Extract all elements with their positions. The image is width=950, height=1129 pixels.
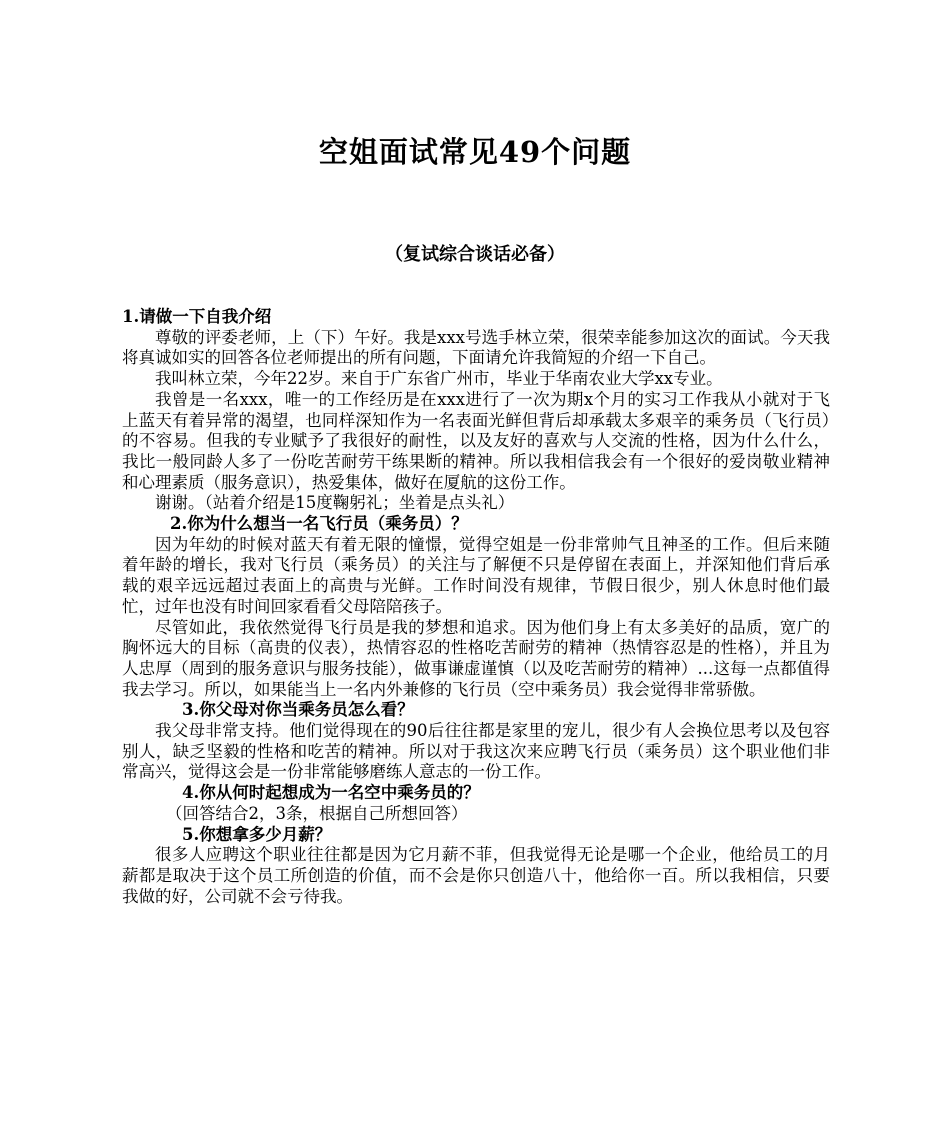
answer-note: （回答结合2，3条，根据自己所想回答）: [166, 803, 468, 823]
paragraph: 尊敬的评委老师，上（下）午好。我是xxx号选手林立荣，很荣幸能参加这次的面试。今天我将真诚如实的回答各位老师提出的所有问题，下面请允许我简短的介绍一下自己。: [122, 327, 830, 368]
paragraph: 很多人应聘这个职业往往都是因为它月薪不菲，但我觉得无论是哪一个企业，他给员工的月薪都是取决于这个员工所创造的价值，而不会是你只创造八十，他给你一百。所以我相信，只要我做的好，公司就不会亏待我。: [122, 845, 830, 906]
paragraph: 谢谢。（站着介绍是15度鞠躬礼；坐着是点头礼）: [155, 493, 515, 513]
question-heading-2: 2.你为什么想当一名飞行员（乘务员）？: [170, 514, 468, 534]
paragraph: 因为年幼的时候对蓝天有着无限的憧憬，觉得空姐是一份非常帅气且神圣的工作。但后来随着年龄的增长，我对飞行员（乘务员）的关注与了解便不只是停留在表面上，并深知他们背后承载的艰辛远远超过表面上的高贵与光鲜。工作时间没有规律，节假日很少，别人休息时他们最忙，过年也没有时间回家看看父母陪陪孩子。: [122, 534, 830, 616]
paragraph: 我曾是一名xxx，唯一的工作经历是在xxx进行了一次为期x个月的实习工作我从小就对于飞上蓝天有着异常的渴望，也同样深知作为一名表面光鲜但背后却承载太多艰辛的乘务员（飞行员）的不容易。但我的专业赋予了我很好的耐性，以及友好的喜欢与人交流的性格，因为什么什么，我比一般同龄人多了一份吃苦耐劳干练果断的精神。所以我相信我会有一个很好的爱岗敬业精神和心理素质（服务意识），热爱集体，做好在厦航的这份工作。: [122, 389, 830, 492]
paragraph: 我父母非常支持。他们觉得现在的90后往往都是家里的宠儿，很少有人会换位思考以及包容别人，缺乏坚毅的性格和吃苦的精神。所以对于我这次来应聘飞行员（乘务员）这个职业他们非常高兴，觉得这会是一份非常能够磨练人意志的一份工作。: [122, 721, 830, 782]
document-body: [122, 307, 830, 907]
question-heading-1: 1.请做一下自我介绍: [122, 307, 272, 326]
question-heading-5: 5.你想拿多少月薪？: [182, 824, 332, 844]
paragraph: 我叫林立荣，今年22岁。来自于广东省广州市，毕业于华南农业大学xx专业。: [155, 369, 723, 389]
question-heading-3: 3.你父母对你当乘务员怎么看？: [182, 700, 414, 720]
paragraph: 尽管如此，我依然觉得飞行员是我的梦想和追求。因为他们身上有太多美好的品质，宽广的胸怀远大的目标（高贵的仪表），热情容忍的性格吃苦耐劳的精神（热情容忍是的性格），并且为人忠厚（周到的服务意识与服务技能），做事谦虚谨慎（以及吃苦耐劳的精神）...这每一点都值得我去学习。所以，如果能当上一名内外兼修的飞行员（空中乘务员）我会觉得非常骄傲。: [122, 617, 830, 699]
document-subtitle: （复试综合谈话必备）: [385, 244, 565, 265]
question-heading-4: 4.你从何时起想成为一名空中乘务员的？: [182, 783, 480, 803]
document-title: 空姐面试常见49个问题: [318, 135, 632, 169]
